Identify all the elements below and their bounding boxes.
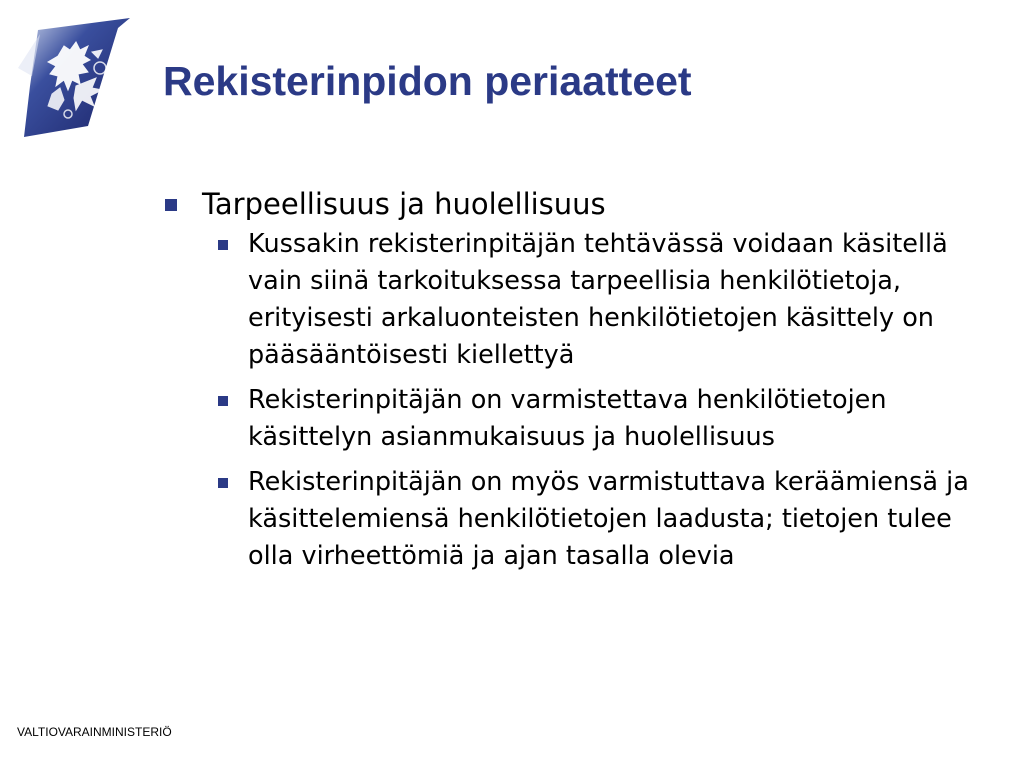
bullet-item-level2 <box>218 226 985 374</box>
square-bullet-icon <box>165 199 177 211</box>
slide-content <box>165 186 985 583</box>
slide-title: Rekisterinpidon periaatteet <box>163 58 692 104</box>
square-bullet-icon <box>218 240 228 250</box>
lion-crest-icon <box>18 16 134 138</box>
sub-bullet-list <box>218 226 985 575</box>
square-bullet-icon <box>218 478 228 488</box>
footer-organization: VALTIOVARAINMINISTERIÖ <box>17 725 172 739</box>
square-bullet-icon <box>218 396 228 406</box>
bullet-text: Kussakin rekisterinpitäjän tehtävässä voidaan käsitellä vain siinä tarkoituksessa tarpeellisia henkilötietoja, erityisesti arkaluonteisten henkilötietojen käsittely on pääsääntöisesti kiellettyä <box>248 229 948 370</box>
bullet-text: Rekisterinpitäjän on varmistettava henkilötietojen käsittelyn asianmukaisuus ja huolellisuus <box>248 385 887 452</box>
bullet-item-level1 <box>165 186 985 222</box>
lion-crest-logo <box>18 16 134 138</box>
bullet-item-level2 <box>218 464 985 575</box>
bullet-text: Tarpeellisuus ja huolellisuus <box>202 187 606 221</box>
bullet-text: Rekisterinpitäjän on myös varmistuttava keräämiensä ja käsittelemiensä henkilötietojen laadusta; tietojen tulee olla virheettömiä ja ajan tasalla olevia <box>248 467 969 571</box>
bullet-item-level2 <box>218 382 985 456</box>
